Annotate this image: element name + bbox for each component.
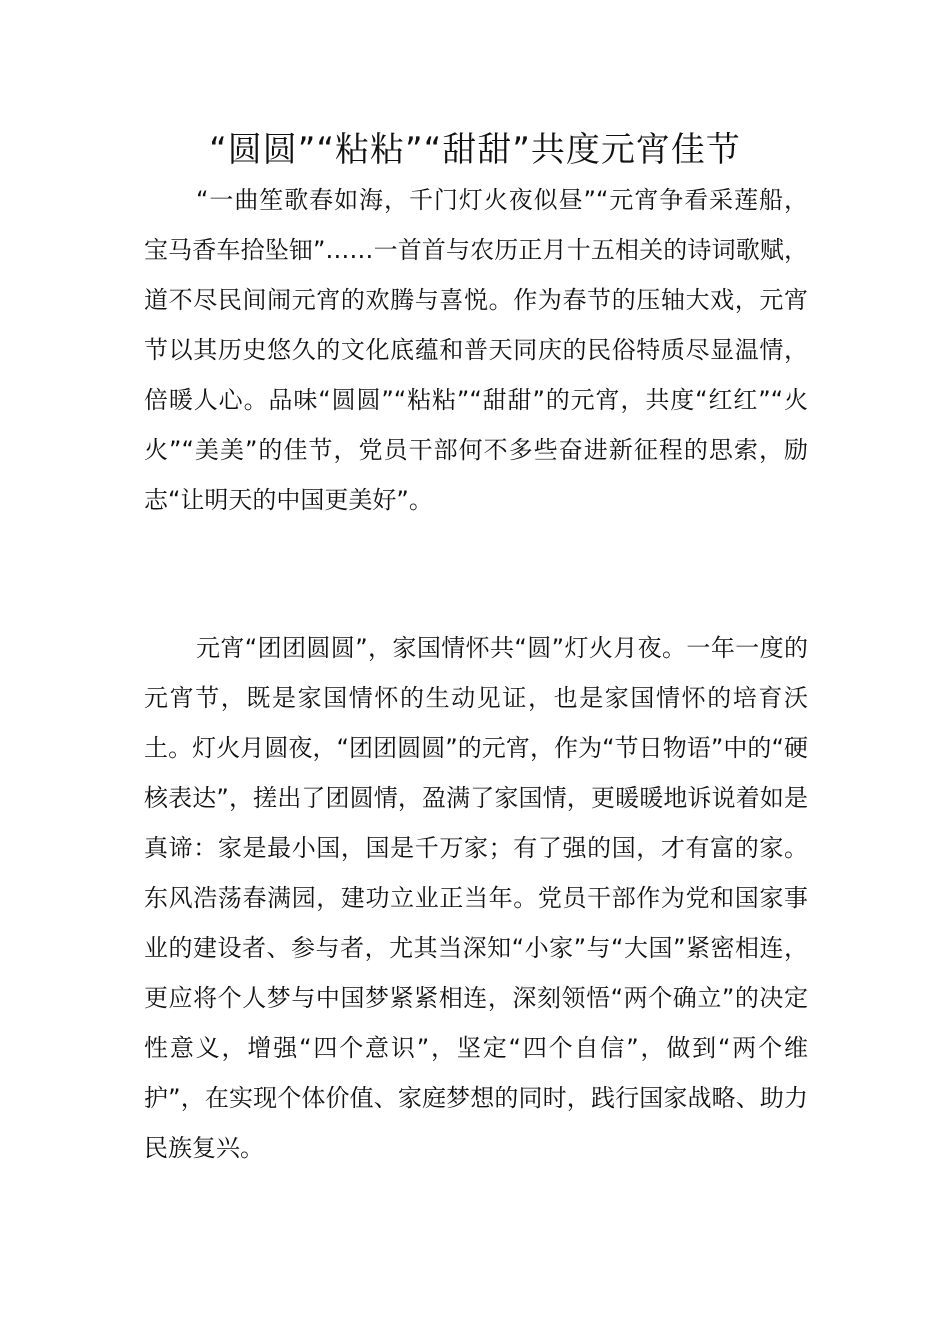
- paragraph-1: “一曲笙歌春如海，千门灯火夜似昼”“元宵争看采莲船，宝马香车拾坠钿”……一首首与农历正月十五相关的诗词歌赋，道不尽民间闹元宵的欢腾与喜悦。作为春节的压轴大戏，元宵节以其历史悠久的文化底蕴和普天同庆的民俗特质尽显温情，倍暖人心。品味“圆圆”“粘粘”“甜甜”的元宵，共度“红红”“火火”“美美”的佳节，党员干部何不多些奋进新征程的思索，励志“让明天的中国更美好”。: [144, 186, 808, 514]
- paragraph-2: 元宵“团团圆圆”，家国情怀共“圆”灯火月夜。一年一度的元宵节，既是家国情怀的生动见证，也是家国情怀的培育沃土。灯火月圆夜，“团团圆圆”的元宵，作为“节日物语”中的“硬核表达”，搓出了团圆情，盈满了家国情，更暖暖地诉说着如是真谛：家是最小国，国是千万家；有了强的国，才有富的家。东风浩荡春满园，建功立业正当年。党员干部作为党和国家事业的建设者、参与者，尤其当深知“小家”与“大国”紧密相连，更应将个人梦与中国梦紧紧相连，深刻领悟“两个确立”的决定性意义，增强“四个意识”，坚定“四个自信”，做到“两个维护”，在实现个体价值、家庭梦想的同时，践行国家战略、助力民族复兴。: [144, 634, 808, 1162]
- document-title: “圆圆”“粘粘”“甜甜”共度元宵佳节: [209, 130, 741, 170]
